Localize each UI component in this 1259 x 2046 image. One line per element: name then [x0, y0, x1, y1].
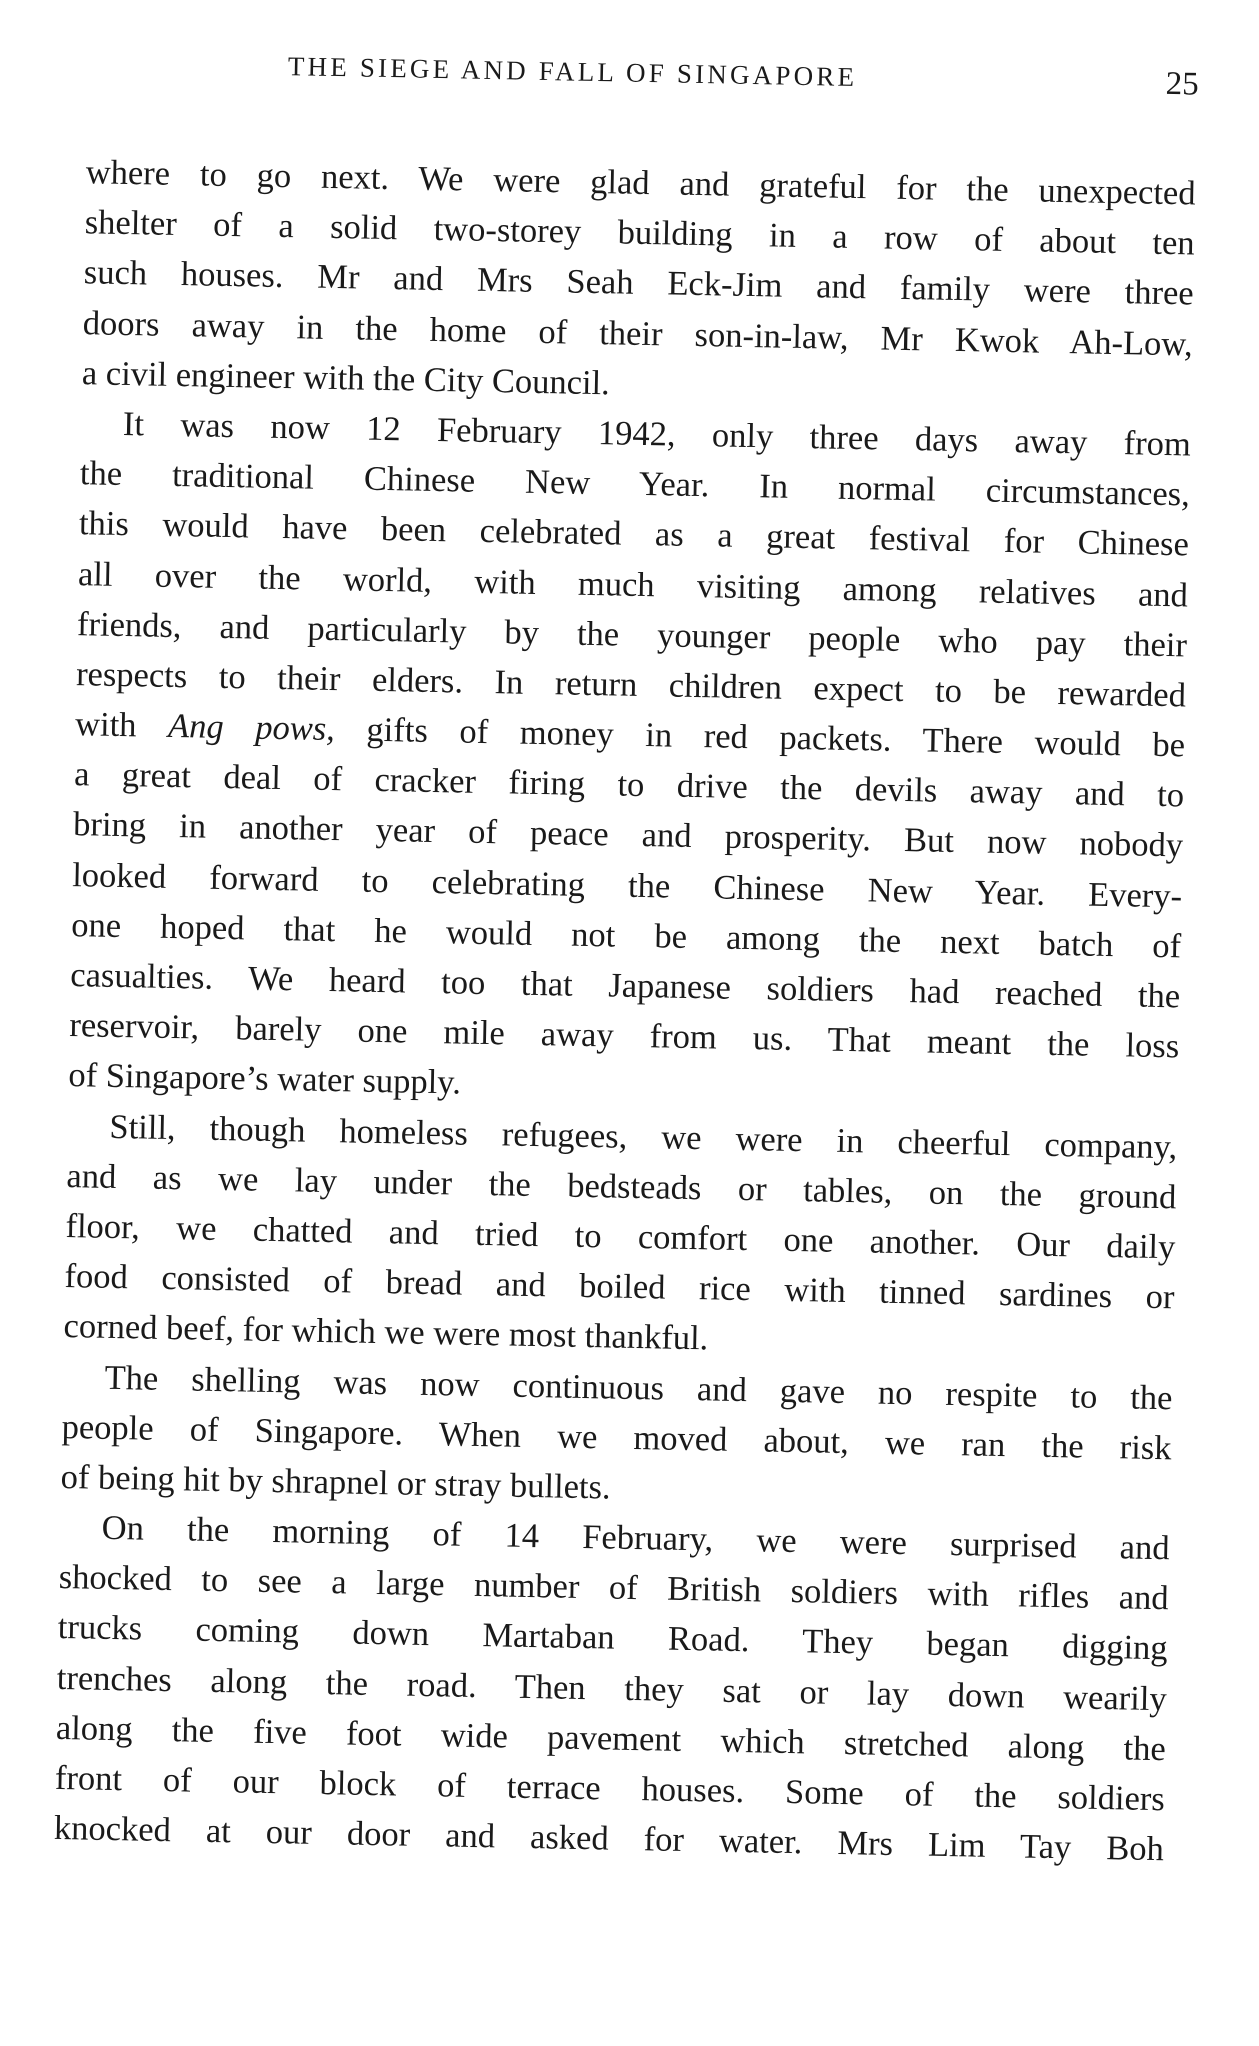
text-line: knocked at our door and asked for water. Mrs Lim Tay Boh — [53, 1809, 1165, 1869]
page-number: 25 — [1165, 65, 1200, 103]
text-line: shelter of a solid two-storey building in a row of about ten — [84, 203, 1195, 263]
text-line: and as we lay under the bedsteads or tables, on the ground — [66, 1156, 1177, 1217]
text-line: Still, though homeless refugees, we were in cheerful company, — [109, 1107, 1178, 1166]
text-line: doors away in the home of their son-in-law, Mr Kwok Ah-Low, — [82, 303, 1194, 364]
text-line: corned beef, for which we were most thankful. — [63, 1307, 709, 1358]
text-line: of Singapore’s water supply. — [68, 1056, 462, 1102]
text-line: one hoped that he would not be among the next batch of — [70, 905, 1182, 966]
text-line: respects to their elders. In return children expect to be rewarded — [75, 654, 1187, 715]
italic-term: Ang pows, — [167, 706, 336, 749]
paragraph — [68, 398, 1191, 1122]
text-line: along the five foot wide pavement which stretched along the — [55, 1708, 1167, 1769]
text-line: where to go next. We were glad and grateful for the unexpected — [85, 153, 1196, 213]
text-line: food consisted of bread and boiled rice with tinned sardines or — [64, 1257, 1175, 1317]
text-line: casualties. We heard too that Japanese soldiers had reached the — [70, 956, 1181, 1016]
paragraph — [60, 1351, 1173, 1523]
running-head: THE SIEGE AND FALL OF SINGAPORE — [287, 51, 858, 92]
text-line: the traditional Chinese New Year. In normal circumstances, — [79, 454, 1191, 514]
text-line: reservoir, barely one mile away from us. That meant the loss — [69, 1006, 1180, 1066]
paragraph — [63, 1101, 1178, 1373]
paragraph — [81, 147, 1196, 419]
text-line: people of Singapore. When we moved about, we ran the risk — [61, 1407, 1172, 1467]
paragraph — [54, 1502, 1171, 1875]
body-text — [54, 147, 1197, 1874]
text-segment: with — [74, 705, 169, 745]
text-line: of being hit by shrapnel or stray bullets. — [60, 1457, 611, 1507]
text-line: bring in another year of peace and prosperity. But now nobody — [72, 805, 1184, 865]
text-line: floor, we chatted and tried to comfort one another. Our daily — [65, 1206, 1176, 1267]
text-line: this would have been celebrated as a great festival for Chinese — [78, 504, 1190, 564]
text-line: trucks coming down Martaban Road. They began digging — [57, 1608, 1169, 1668]
text-line: trenches along the road. Then they sat or lay down wearily — [56, 1658, 1168, 1718]
text-line: looked forward to celebrating the Chinese New Year. Every- — [71, 855, 1183, 916]
text-line: a great deal of cracker firing to drive the devils away and to — [73, 755, 1185, 815]
text-line: It was now 12 February 1942, only three days away from — [122, 404, 1192, 464]
text-line: all over the world, with much visiting among relatives and — [77, 554, 1189, 614]
text-line: friends, and particularly by the younger people who pay their — [76, 604, 1188, 665]
text-line: a civil engineer with the City Council. — [81, 353, 611, 403]
text-line: front of our block of terrace houses. Some of the soldiers — [54, 1758, 1166, 1819]
text-line: such houses. Mr and Mrs Seah Eck-Jim and family were three — [83, 253, 1195, 313]
text-line: shocked to see a large number of British soldiers with rifles and — [58, 1558, 1169, 1618]
text-segment: gifts of money in red packets. There would be — [334, 710, 1186, 765]
text-line: On the morning of 14 February, we were surprised and — [101, 1508, 1170, 1568]
text-line: The shelling was now continuous and gave no respite to the — [104, 1358, 1173, 1417]
